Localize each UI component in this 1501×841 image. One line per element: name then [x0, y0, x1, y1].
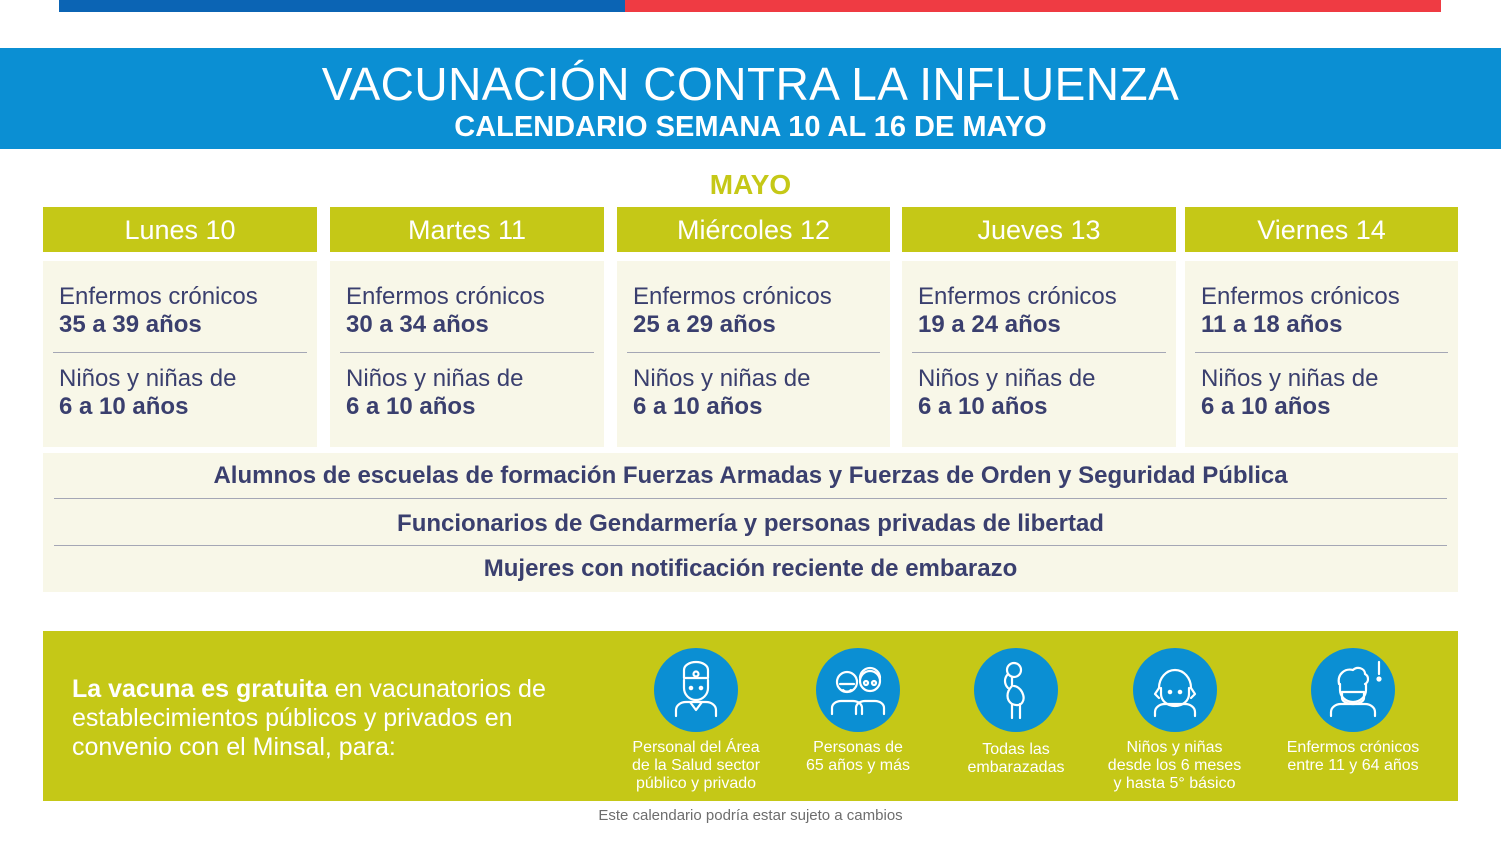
elderly-couple-icon [816, 648, 900, 732]
target-group-elderly [784, 648, 932, 775]
group-label: Enfermos crónicos [1201, 283, 1400, 310]
chronic-patient-icon [1311, 648, 1395, 732]
day-cell-thursday [902, 261, 1176, 447]
day-header-wednesday: Miércoles 12 [617, 207, 890, 252]
day-cell-monday [43, 261, 317, 447]
header-banner [0, 48, 1501, 149]
group-label: Niños y niñas de [1201, 365, 1379, 392]
children-icon [1133, 648, 1217, 732]
group-age-range: 19 a 24 años [918, 311, 1061, 338]
group-age-range: 6 a 10 años [346, 393, 476, 420]
divider [1195, 352, 1448, 353]
group-age-range: 6 a 10 años [918, 393, 1048, 420]
group-chronic [1201, 283, 1400, 339]
group-children [633, 365, 810, 421]
group-age-range: 35 a 39 años [59, 311, 202, 338]
divider [912, 352, 1166, 353]
all-week-groups [43, 453, 1458, 592]
day-header-tuesday: Martes 11 [330, 207, 604, 252]
group-label: Niños y niñas de [918, 365, 1096, 392]
group-age-range: 6 a 10 años [59, 393, 189, 420]
target-group-label: Todas las embarazadas [967, 741, 1065, 776]
divider [627, 352, 880, 353]
day-cell-wednesday [617, 261, 890, 447]
target-group-children [1087, 648, 1262, 793]
group-age-range: 30 a 34 años [346, 311, 489, 338]
month-label: MAYO [709, 169, 792, 200]
group-label: Niños y niñas de [633, 365, 811, 392]
free-vaccine-body: en vacunatorios de establecimientos públicos y privados en convenio con el Minsal, para: [72, 675, 546, 761]
target-group-label: Enfermos crónicos entre 11 y 64 años [1286, 739, 1420, 774]
target-group-pregnant [945, 648, 1087, 777]
group-label: Niños y niñas de [59, 365, 237, 392]
target-group-health-workers [608, 648, 784, 793]
pregnant-woman-icon [974, 648, 1058, 732]
group-label: Enfermos crónicos [633, 283, 832, 310]
group-chronic [633, 283, 832, 339]
group-age-range: 25 a 29 años [633, 311, 776, 338]
group-children [59, 365, 236, 421]
disclaimer-text: Este calendario podría estar sujeto a cambios [598, 807, 903, 824]
group-chronic [346, 283, 545, 339]
day-header-friday: Viernes 14 [1185, 207, 1458, 252]
group-label: Niños y niñas de [346, 365, 524, 392]
target-group-chronic [1265, 648, 1441, 775]
group-row-armed-forces: Alumnos de escuelas de formación Fuerzas Armadas y Fuerzas de Orden y Seguridad Pública [213, 462, 1288, 489]
group-row-gendarmeria: Funcionarios de Gendarmería y personas privadas de libertad [397, 510, 1104, 537]
day-cell-friday [1185, 261, 1458, 447]
flag-stripe-red [625, 0, 1441, 12]
page-subtitle: CALENDARIO SEMANA 10 AL 16 DE MAYO [454, 111, 1047, 143]
free-vaccine-bold: La vacuna es gratuita [72, 675, 328, 703]
group-children [346, 365, 523, 421]
target-group-label: Personas de 65 años y más [805, 739, 911, 774]
flag-stripe [59, 0, 1441, 12]
flag-stripe-blue [59, 0, 625, 12]
group-label: Enfermos crónicos [346, 283, 545, 310]
day-header-monday: Lunes 10 [43, 207, 317, 252]
day-cell-tuesday [330, 261, 604, 447]
target-group-label: Niños y niñas desde los 6 meses y hasta 5° básico [1107, 739, 1242, 792]
divider [53, 352, 307, 353]
footer-banner [43, 631, 1458, 801]
group-age-range: 6 a 10 años [633, 393, 763, 420]
free-vaccine-text [72, 675, 592, 762]
group-row-pregnant: Mujeres con notificación reciente de embarazo [483, 555, 1018, 582]
page-title: VACUNACIÓN CONTRA LA INFLUENZA [321, 58, 1180, 110]
group-children [918, 365, 1095, 421]
group-label: Enfermos crónicos [59, 283, 258, 310]
group-chronic [59, 283, 258, 339]
target-group-label: Personal del Área de la Salud sector público y privado [631, 739, 761, 792]
group-label: Enfermos crónicos [918, 283, 1117, 310]
group-children [1201, 365, 1378, 421]
divider [54, 498, 1447, 499]
health-worker-icon [654, 648, 738, 732]
divider [340, 352, 594, 353]
group-age-range: 6 a 10 años [1201, 393, 1331, 420]
group-chronic [918, 283, 1117, 339]
divider [54, 545, 1447, 546]
group-age-range: 11 a 18 años [1201, 311, 1343, 338]
day-header-thursday: Jueves 13 [902, 207, 1176, 252]
